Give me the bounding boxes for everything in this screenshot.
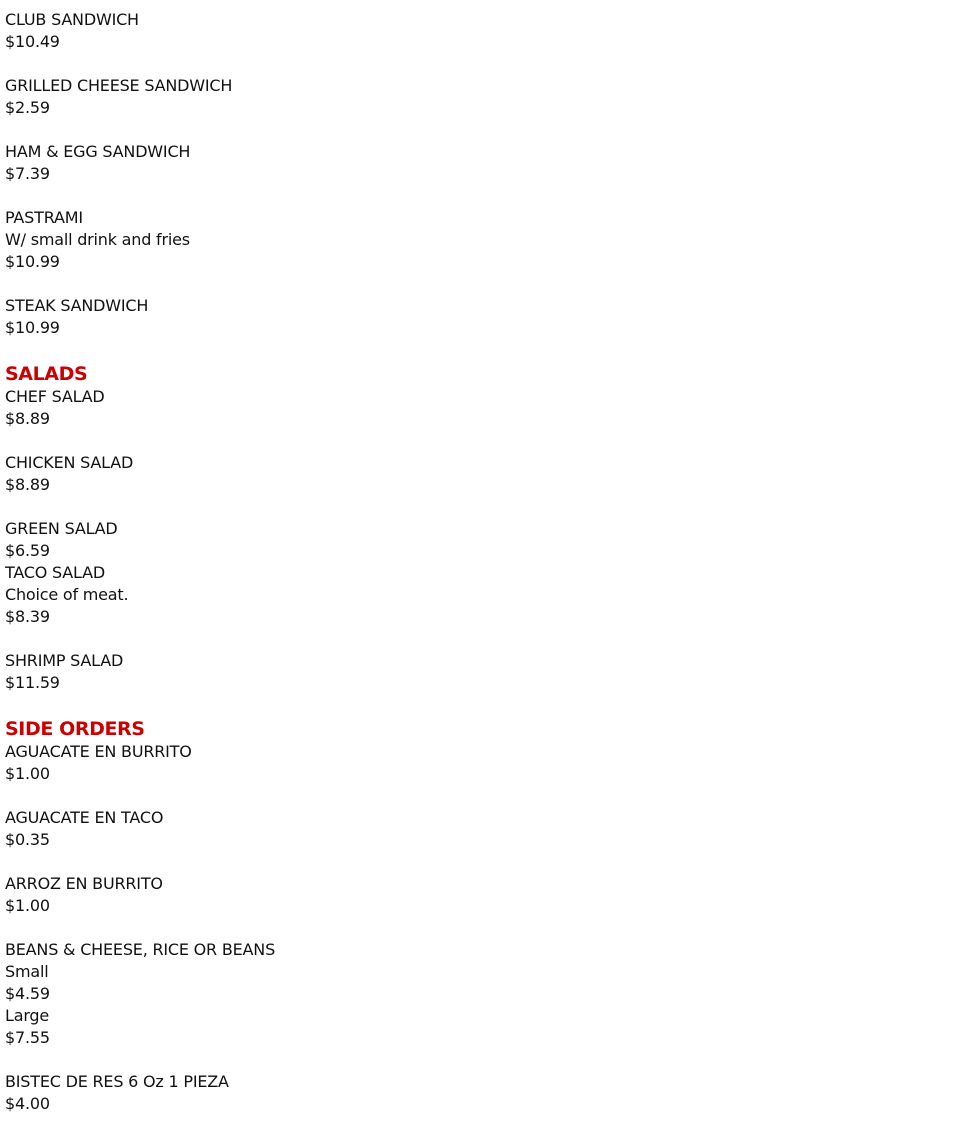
spacer [5, 430, 968, 452]
spacer [5, 185, 968, 207]
menu-item-beans-cheese [5, 939, 968, 1049]
item-name: ARROZ EN BURRITO [5, 874, 163, 893]
item-name: CHEF SALAD [5, 387, 105, 406]
menu-item-ham-egg-sandwich [5, 141, 968, 185]
menu-item-club-sandwich [5, 9, 968, 53]
item-price: $8.39 [5, 607, 50, 626]
item-size-small: Small [5, 962, 49, 981]
item-name: CHICKEN SALAD [5, 453, 134, 472]
item-price-small: $4.59 [5, 984, 50, 1003]
spacer [5, 1049, 968, 1071]
item-name: CLUB SANDWICH [5, 10, 139, 29]
section-heading-side-orders: SIDE ORDERS [5, 718, 145, 740]
item-name: STEAK SANDWICH [5, 296, 149, 315]
item-price: $8.89 [5, 475, 50, 494]
item-price: $6.59 [5, 541, 50, 560]
item-name: GREEN SALAD [5, 519, 118, 538]
spacer [5, 273, 968, 295]
menu-item-chicken-salad [5, 452, 968, 496]
spacer [5, 785, 968, 807]
menu-item-bistec-de-res [5, 1071, 968, 1115]
spacer [5, 917, 968, 939]
spacer [5, 851, 968, 873]
menu-item-steak-sandwich [5, 295, 968, 339]
item-price: $8.89 [5, 409, 50, 428]
menu-item-chef-salad [5, 386, 968, 430]
item-price: $2.59 [5, 98, 50, 117]
item-description: W/ small drink and fries [5, 230, 190, 249]
item-price: $10.99 [5, 318, 60, 337]
spacer [5, 496, 968, 518]
item-name: GRILLED CHEESE SANDWICH [5, 76, 233, 95]
item-name: BEANS & CHEESE, RICE OR BEANS [5, 940, 276, 959]
spacer [5, 694, 968, 716]
item-price: $1.00 [5, 896, 50, 915]
item-name: PASTRAMI [5, 208, 83, 227]
item-price-large: $7.55 [5, 1028, 50, 1047]
item-name: SHRIMP SALAD [5, 651, 124, 670]
item-price: $7.39 [5, 164, 50, 183]
item-name: AGUACATE EN TACO [5, 808, 164, 827]
spacer [5, 119, 968, 141]
item-price: $10.99 [5, 252, 60, 271]
item-price: $4.00 [5, 1094, 50, 1113]
item-size-large: Large [5, 1006, 50, 1025]
section-heading-salads: SALADS [5, 363, 88, 385]
menu-item-pastrami [5, 207, 968, 273]
item-description: Choice of meat. [5, 585, 129, 604]
menu-item-arroz-en-burrito [5, 873, 968, 917]
spacer [5, 53, 968, 75]
menu-item-shrimp-salad [5, 650, 968, 694]
item-name: BISTEC DE RES 6 Oz 1 PIEZA [5, 1072, 229, 1091]
menu-item-aguacate-en-taco [5, 807, 968, 851]
item-name: AGUACATE EN BURRITO [5, 742, 192, 761]
item-name: HAM & EGG SANDWICH [5, 142, 191, 161]
item-price: $1.00 [5, 764, 50, 783]
menu-item-grilled-cheese-sandwich [5, 75, 968, 119]
item-price: $0.35 [5, 830, 50, 849]
menu-item-taco-salad [5, 562, 968, 628]
spacer [5, 628, 968, 650]
item-name: TACO SALAD [5, 563, 105, 582]
item-price: $10.49 [5, 32, 60, 51]
item-price: $11.59 [5, 673, 60, 692]
menu-item-aguacate-en-burrito [5, 741, 968, 785]
menu-item-green-salad [5, 518, 968, 562]
spacer [5, 339, 968, 361]
